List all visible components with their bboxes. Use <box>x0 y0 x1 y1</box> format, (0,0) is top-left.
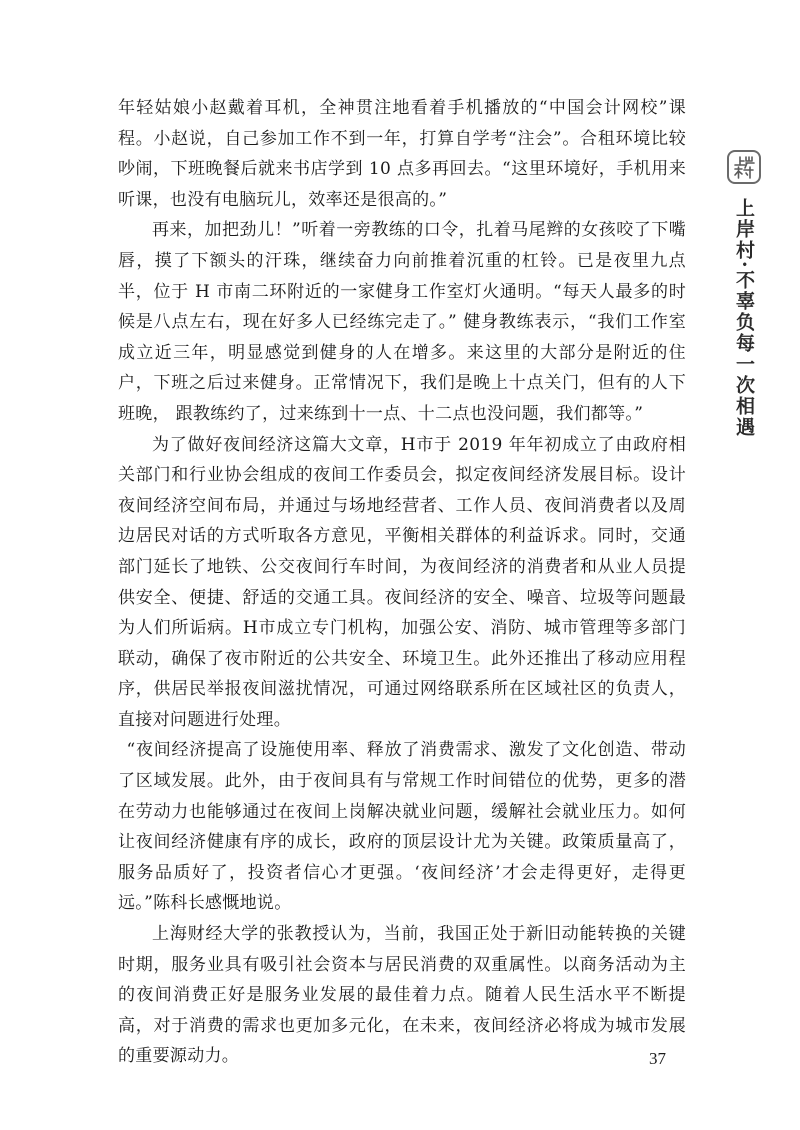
running-header-sidebar <box>724 150 764 438</box>
paragraph-1: 年轻姑娘小赵戴着耳机，全神贯注地看着手机播放的“中国会计网校”课程。小赵说，自己参加工作不到一年，打算自学考“注会”。合租环境比较吵闹，下班晚餐后就来书店学到 10 点多再回去。“这里环境好，手机用来听课，也没有电脑玩儿，效率还是很高的。” <box>118 98 686 210</box>
page-number: 37 <box>649 1049 666 1068</box>
seal-logo-icon <box>731 154 757 180</box>
paragraph-3: 为了做好夜间经济这篇大文章，H市于 2019 年年初成立了由政府相关部门和行业协会组成的夜间工作委员会，拟定夜间经济发展目标。设计夜间经济空间布局，并通过与场地经营者、工作人员、夜间消费者以及周边居民对话的方式听取各方意见，平衡相关群体的利益诉求。同时，交通部门延长了地铁、公交夜间行车时间，为夜间经济的消费者和从业人员提供安全、便捷、舒适的交通工具。夜间经济的安全、噪音、垃圾等问题最为人们所诟病。H市成立专门机构，加强公安、消防、城市管理等多部门联动，确保了夜市附近的公共安全、环境卫生。此外还推出了移动应用程序，供居民举报夜间滋扰情况，可通过网络联系所在区域社区的负责人，直接对问题进行处理。 <box>118 434 686 730</box>
paragraph-5: 上海财经大学的张教授认为，当前，我国正处于新旧动能转换的关键时期，服务业具有吸引社会资本与居民消费的双重属性。以商务活动为主的夜间消费正好是服务业发展的最佳着力点。随着人民生活水平不断提高，对于消费的需求也更加多元化，在未来，夜间经济必将成为城市发展的重要源动力。 <box>118 924 686 1067</box>
page-body <box>118 93 686 1072</box>
paragraph-2: 再来，加把劲儿！”听着一旁教练的口令，扎着马尾辫的女孩咬了下嘴唇，摸了下额头的汗珠，继续奋力向前推着沉重的杠铃。已是夜里九点半，位于 H 市南二环附近的一家健身工作室灯火通明。“每天人最多的时候是八点左右，现在好多人已经练完走了。” 健身教练表示，“我们工作室成立近三年，明显感觉到健身的人在增多。来这里的大部分是附近的住户，下班之后过来健身。正常情况下，我们是晚上十点关门，但有的人下班晚， 跟教练约了，过来练到十一点、十二点也没问题，我们都等。” <box>118 220 686 424</box>
paragraph-4: “夜间经济提高了设施使用率、释放了消费需求、激发了文化创造、带动了区域发展。此外，由于夜间具有与常规工作时间错位的优势，更多的潜在劳动力也能够通过在夜间上岗解决就业问题，缓解社会就业压力。如何让夜间经济健康有序的成长，政府的顶层设计尤为关键。政策质量高了，服务品质好了，投资者信心才更强。‘夜间经济’才会走得更好，走得更远。”陈科长感慨地说。 <box>118 740 686 914</box>
seal-logo <box>727 150 761 184</box>
running-header-title: 上岸村·不辜负每一次相遇 <box>733 198 755 438</box>
